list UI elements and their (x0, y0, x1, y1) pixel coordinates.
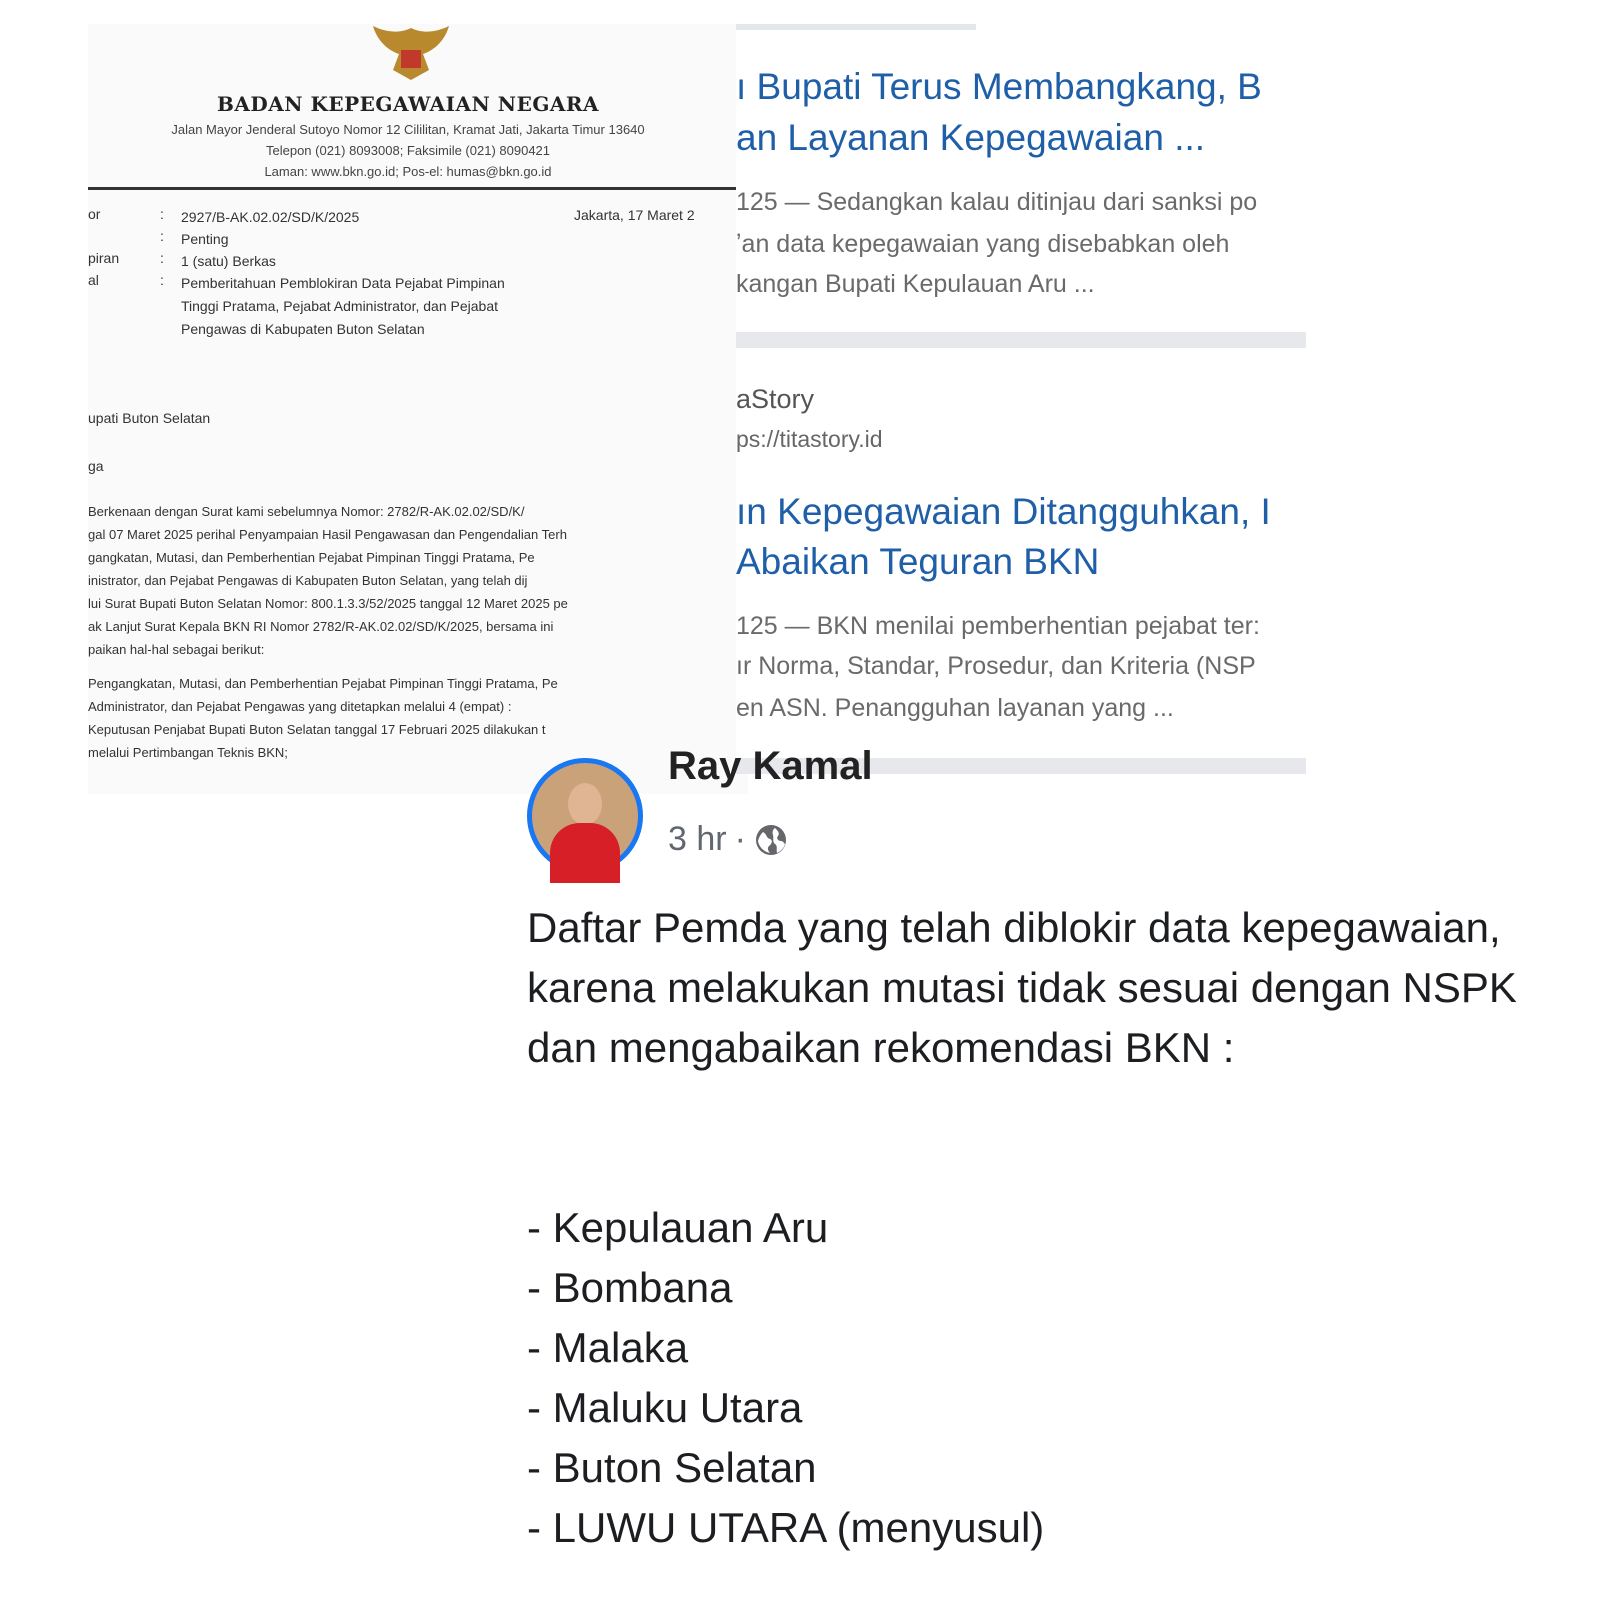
author-avatar[interactable] (527, 758, 643, 874)
globe-icon[interactable] (754, 823, 788, 857)
letterhead-divider (88, 187, 748, 190)
search-result-1-snippet: 125 — Sedangkan kalau ditinjau dari sanksi po (736, 188, 1258, 216)
search-result-2-snippet: en ASN. Penangguhan layanan yang ... (736, 694, 1174, 722)
letter-body-line: Pengangkatan, Mutasi, dan Pemberhentian Pejabat Pimpinan Tinggi Pratama, Pe (88, 676, 558, 691)
letter-body-line: inistrator, dan Pejabat Pengawas di Kabupaten Buton Selatan, yang telah dij (88, 573, 528, 588)
bkn-letter-image (88, 24, 748, 794)
letter-body-line: Keputusan Penjabat Bupati Buton Selatan tanggal 17 Februari 2025 dilakukan t (88, 722, 546, 737)
avatar-shirt (550, 823, 620, 883)
letter-recipient: upati Buton Selatan (88, 410, 211, 426)
letter-meta-number: or : 2927/B-AK.02.02/SD/K/2025 (88, 206, 360, 225)
letter-meta-subject: al : Pemberitahuan Pemblokiran Data Pejabat Pimpinan Tinggi Pratama, Pejabat Administrator, dan Pejabat Pengawas di Kabupaten Buton Selatan (88, 272, 505, 337)
letter-meta-attachment: piran : 1 (satu) Berkas (88, 250, 276, 269)
author-name[interactable]: Ray Kamal (668, 744, 873, 788)
search-result-1-title[interactable]: an Layanan Kepegawaian ... (736, 117, 1206, 158)
search-result-2-title[interactable]: Abaikan Teguran BKN (736, 541, 1100, 582)
search-result-2-snippet: 125 — BKN menilai pemberhentian pejabat ter: (736, 612, 1260, 640)
letter-date: Jakarta, 17 Maret 2 (574, 207, 695, 223)
letter-body-line: Berkenaan dengan Surat kami sebelumnya Nomor: 2782/R-AK.02.02/SD/K/ (88, 504, 525, 519)
letter-body-line: gal 07 Maret 2025 perihal Penyampaian Hasil Pengawasan dan Pengendalian Terh (88, 527, 567, 542)
letter-body-line: melalui Pertimbangan Teknis BKN; (88, 745, 288, 760)
result-site-url[interactable]: ps://titastory.id (736, 426, 883, 452)
garuda-emblem-icon (363, 24, 459, 80)
list-item: - Bombana (527, 1264, 733, 1311)
result-site-name[interactable]: aStory (736, 384, 815, 414)
meta-separator: · (734, 820, 746, 858)
list-item: - Maluku Utara (527, 1384, 803, 1431)
avatar-face (568, 783, 602, 825)
search-result-1-title[interactable]: ı Bupati Terus Membangkang, B (736, 66, 1262, 107)
search-result-1-snippet: ʼan data kepegawaian yang disebabkan oleh (736, 230, 1230, 258)
search-results-image (736, 24, 1306, 774)
result-divider (736, 332, 1306, 348)
list-item: - Kepulauan Aru (527, 1204, 829, 1251)
list-item: - Malaka (527, 1324, 689, 1371)
list-item: - Buton Selatan (527, 1444, 817, 1491)
list-item: - LUWU UTARA (menyusul) (527, 1504, 1045, 1551)
letter-body-line: ak Lanjut Surat Kepala BKN RI Nomor 2782/R-AK.02.02/SD/K/2025, bersama ini (88, 619, 554, 634)
letter-meta-nature: : Penting (160, 228, 229, 247)
post-meta (668, 820, 788, 859)
letter-body-line: Administrator, dan Pejabat Pengawas yang ditetapkan melalui 4 (empat) : (88, 699, 512, 714)
search-result-2-title[interactable]: ın Kepegawaian Ditangguhkan, I (736, 491, 1271, 532)
blocked-regions-list (527, 1198, 1044, 1558)
post-time[interactable]: 3 hr (668, 820, 727, 858)
letter-address-line: Laman: www.bkn.go.id; Pos-el: humas@bkn.go.id (264, 164, 552, 179)
post-text: Daftar Pemda yang telah diblokir data kepegawaian, karena melakukan mutasi tidak sesuai dengan NSPK dan mengabaikan rekomendasi BKN : (527, 904, 1517, 1071)
letter-body-line: gangkatan, Mutasi, dan Pemberhentian Pejabat Pimpinan Tinggi Pratama, Pe (88, 550, 535, 565)
letter-address-line: Jalan Mayor Jenderal Sutoyo Nomor 12 Cililitan, Kramat Jati, Jakarta Timur 13640 (171, 122, 645, 137)
search-result-1-snippet: kangan Bupati Kepulauan Aru ... (736, 270, 1095, 298)
letter-place: ga (88, 458, 104, 474)
author-name-clip (668, 744, 968, 800)
letter-address-line: Telepon (021) 8093008; Faksimile (021) 8090421 (265, 143, 551, 158)
search-result-2-snippet: ır Norma, Standar, Prosedur, dan Kriteria (NSP (736, 652, 1256, 680)
search-top-edge (736, 24, 976, 30)
letter-body-line: lui Surat Bupati Buton Selatan Nomor: 800.1.3.3/52/2025 tanggal 12 Maret 2025 pe (88, 596, 568, 611)
letter-org-name: BADAN KEPEGAWAIAN NEGARA (216, 92, 600, 116)
letter-body-line: paikan hal-hal sebagai berikut: (88, 642, 265, 657)
